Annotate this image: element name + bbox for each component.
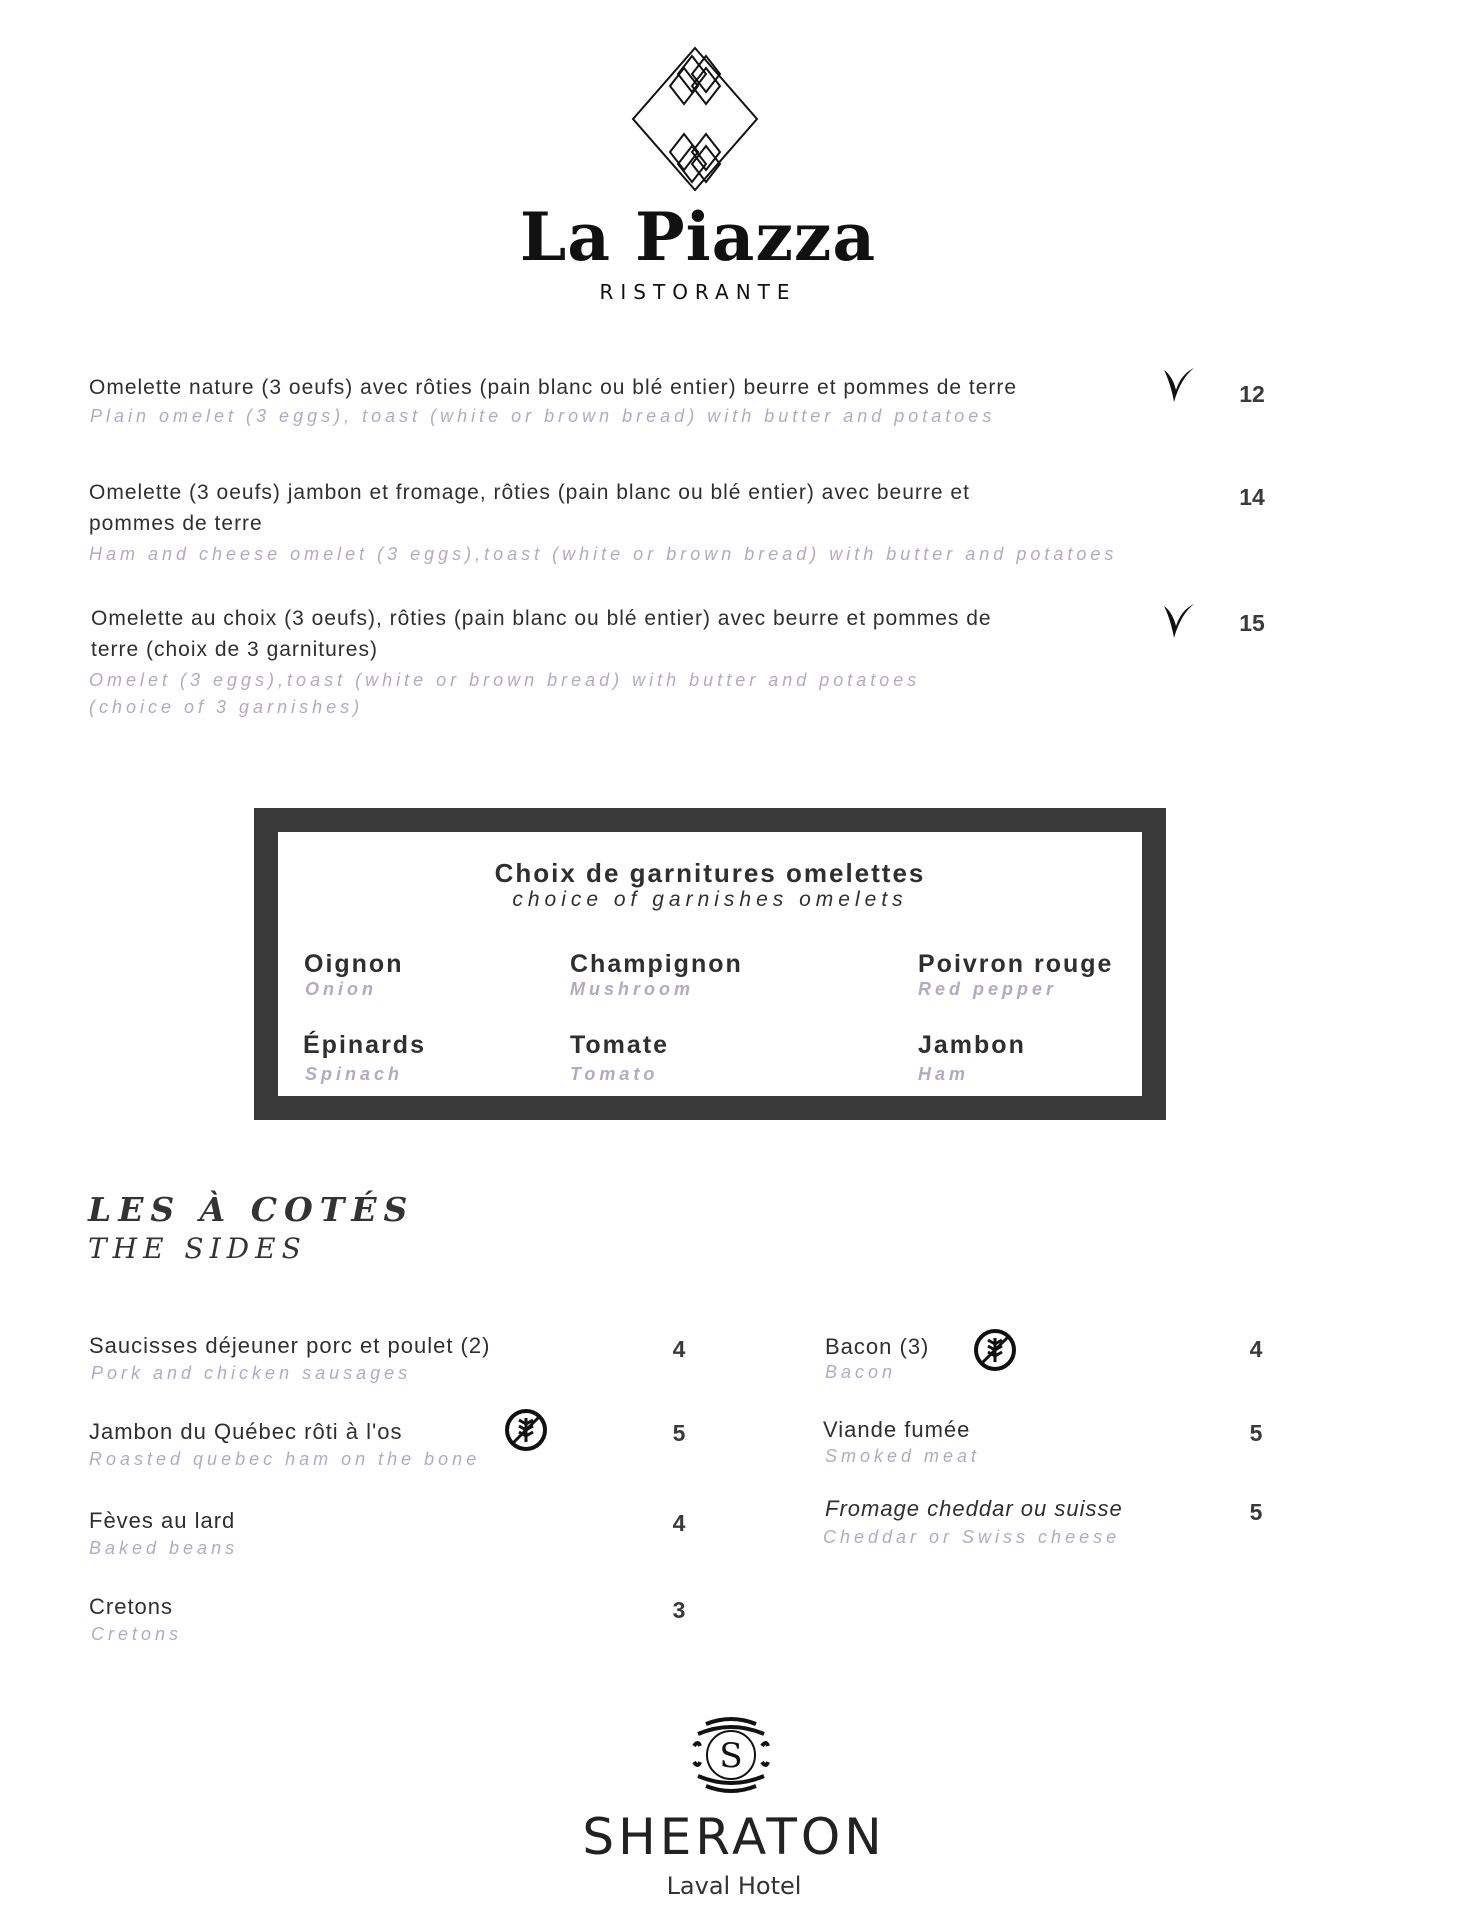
side-cheese: Fromage cheddar ou suisse [825,1496,1123,1521]
side-beans-price: 4 [672,1510,686,1536]
sides-subtitle: THE SIDES [88,1232,307,1265]
side-bacon-english: Bacon [825,1362,897,1382]
garnish-ham: Jambon [918,1031,1026,1059]
side-smoked-meat: Viande fumée [823,1417,971,1442]
side-smoked-meat-english: Smoked meat [825,1446,981,1466]
side-beans: Fèves au lard [89,1508,236,1533]
garnish-box-inner [278,832,1142,1096]
side-bacon-price: 4 [1249,1336,1263,1362]
sheraton-logo-letter: S [719,1736,743,1776]
omelette-3-english-line1: Omelet (3 eggs),toast (white or brown bread) with butter and potatoes [89,670,921,690]
side-sausages-price: 4 [672,1336,686,1362]
omelette-3-name-line1: Omelette au choix (3 oeufs), rôties (pain blanc ou blé entier) avec beurre et pommes de [91,607,992,630]
garnish-mushroom-english: Mushroom [570,979,694,999]
side-sausages-english: Pork and chicken sausages [91,1363,412,1383]
omelette-3-name-line2: terre (choix de 3 garnitures) [91,638,378,661]
side-cheese-price: 5 [1249,1499,1263,1525]
sides-title: LES À COTÉS [88,1190,415,1229]
vegetarian-leaf-icon [1160,600,1196,642]
omelette-1-english: Plain omelet (3 eggs), toast (white or brown bread) with butter and potatoes [90,406,996,426]
garnish-subtitle: choice of garnishes omelets [512,888,908,911]
gluten-free-icon [973,1328,1017,1372]
garnish-spinach: Épinards [303,1031,426,1059]
diamond-lattice-logo-icon [630,44,760,194]
omelette-1-name: Omelette nature (3 oeufs) avec rôties (pain blanc ou blé entier) beurre et pommes de terre [89,376,1018,399]
omelette-3-english-line2: (choice of 3 garnishes) [89,697,364,717]
side-cretons-price: 3 [672,1597,686,1623]
sheraton-logo-icon [686,1710,776,1800]
garnish-tomato: Tomate [570,1031,670,1059]
side-sausages: Saucisses déjeuner porc et poulet (2) [89,1333,491,1358]
omelette-2-name-line2: pommes de terre [89,512,263,535]
side-smoked-meat-price: 5 [1249,1420,1263,1446]
brand-name: La Piazza [519,198,877,276]
omelette-2-price: 14 [1239,484,1265,510]
side-bacon: Bacon (3) [825,1334,930,1359]
garnish-title: Choix de garnitures omelettes [494,858,926,888]
side-cheese-english: Cheddar or Swiss cheese [823,1527,1121,1547]
garnish-onion: Oignon [304,950,404,978]
side-ham-english: Roasted quebec ham on the bone [89,1449,481,1469]
garnish-tomato-english: Tomato [570,1064,659,1084]
garnish-box [254,808,1166,1120]
garnish-spinach-english: Spinach [305,1064,404,1084]
side-cretons-english: Cretons [91,1624,183,1644]
brand-subtitle: RISTORANTE [599,280,797,304]
garnish-red-pepper: Poivron rouge [918,950,1114,978]
side-beans-english: Baked beans [89,1538,239,1558]
hotel-name: SHERATON [582,1808,886,1866]
side-ham-price: 5 [672,1420,686,1446]
garnish-mushroom: Champignon [570,950,743,978]
side-cretons: Cretons [89,1594,174,1619]
vegetarian-leaf-icon [1160,364,1196,406]
gluten-free-icon [504,1408,548,1452]
omelette-2-english: Ham and cheese omelet (3 eggs),toast (white or brown bread) with butter and potatoes [89,544,1118,564]
omelette-1-price: 12 [1239,381,1265,407]
garnish-onion-english: Onion [305,979,377,999]
garnish-ham-english: Ham [918,1064,970,1084]
side-ham: Jambon du Québec rôti à l'os [89,1419,403,1444]
garnish-red-pepper-english: Red pepper [918,979,1058,999]
hotel-subtitle: Laval Hotel [666,1872,802,1900]
omelette-2-name-line1: Omelette (3 oeufs) jambon et fromage, rôties (pain blanc ou blé entier) avec beurre et [89,481,970,504]
omelette-3-price: 15 [1239,610,1265,636]
